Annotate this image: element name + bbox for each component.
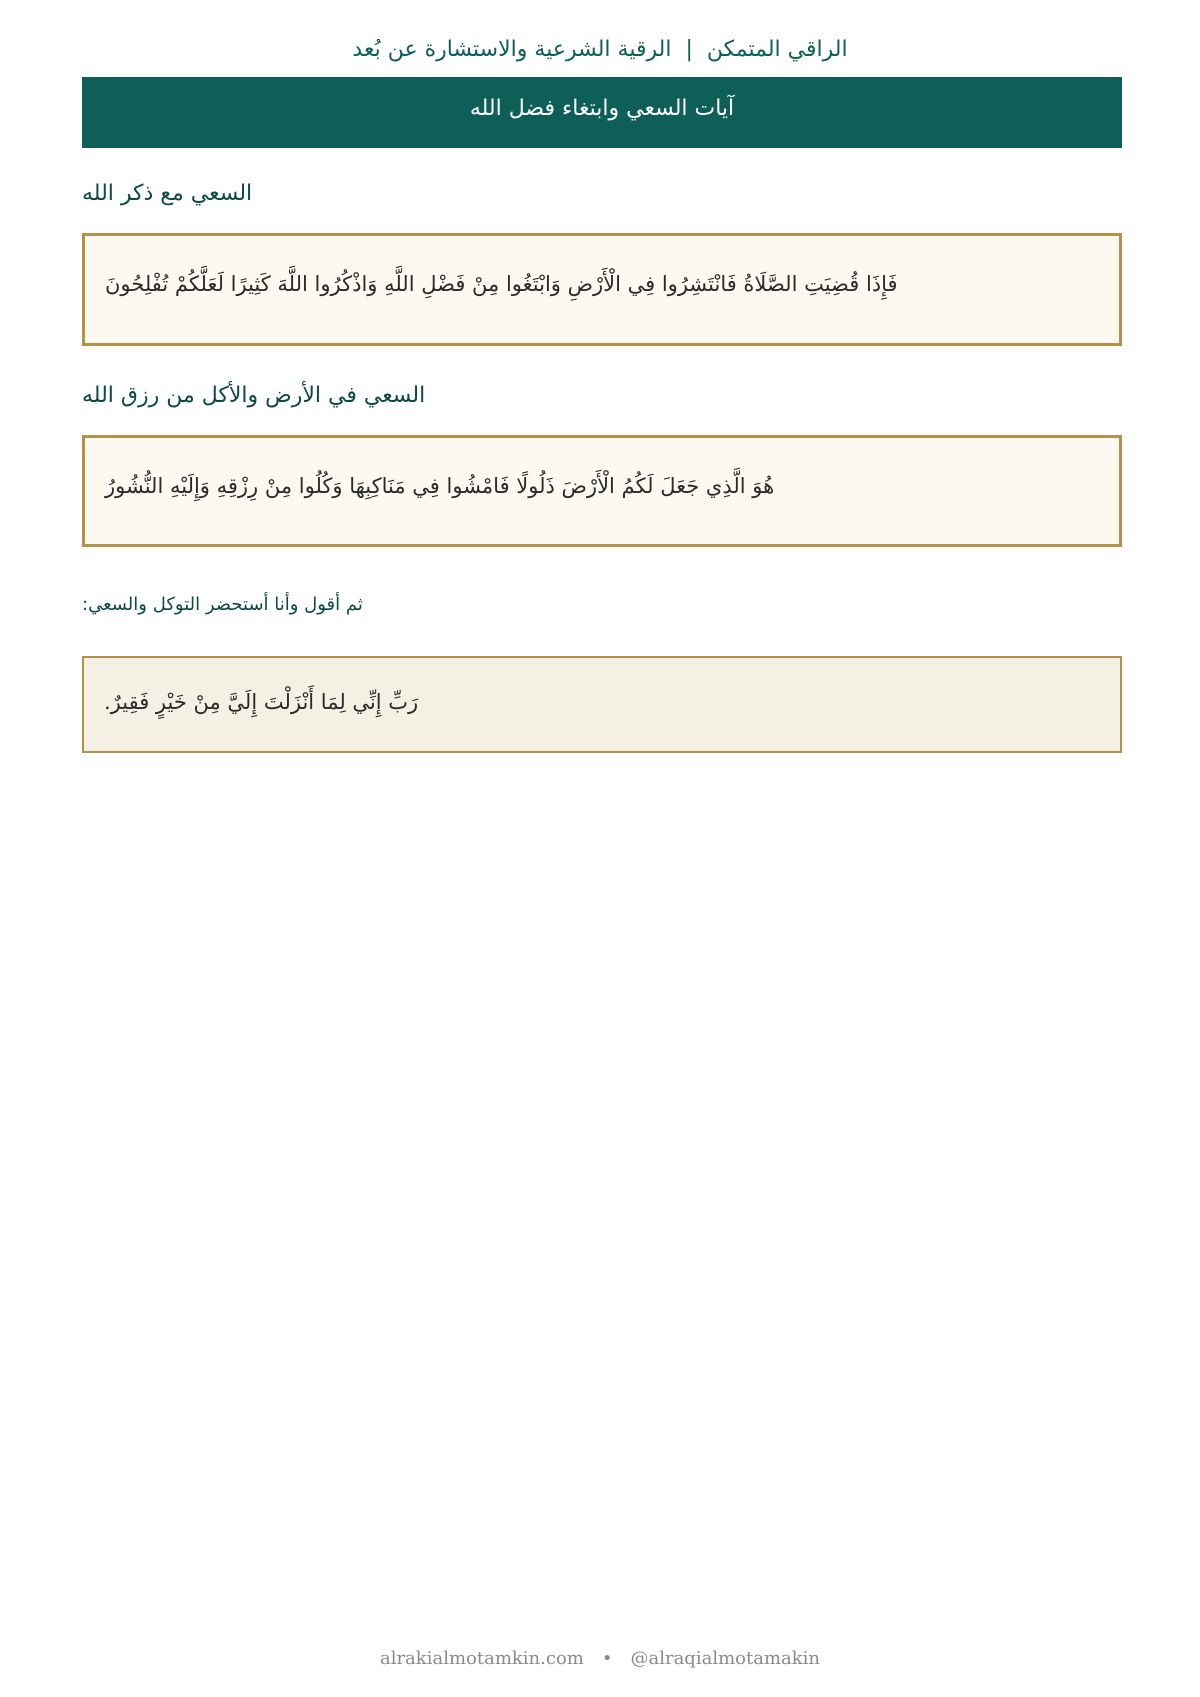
verse-text-2: هُوَ الَّذِي جَعَلَ لَكُمُ الْأَرْضَ ذَلُولًا فَامْشُوا فِي مَنَاكِبِهَا وَكُلُوا مِنْ رِزْقِهِ وَإِلَيْهِ النُّشُورُ bbox=[105, 474, 775, 498]
footer-dot: • bbox=[601, 1648, 613, 1669]
section-heading-1: السعي مع ذكر الله bbox=[82, 181, 253, 206]
footer-website[interactable]: alrakialmotamkin.com bbox=[379, 1648, 584, 1669]
verse-box-1 bbox=[82, 233, 1122, 346]
intro-line: ثم أقول وأنا أستحضر التوكل والسعي: bbox=[82, 594, 363, 615]
brand-name: الراقي المتمكن bbox=[706, 37, 848, 62]
title-banner bbox=[82, 77, 1122, 148]
verse-text-1: فَإِذَا قُضِيَتِ الصَّلَاةُ فَانْتَشِرُوا فِي الْأَرْضِ وَابْتَغُوا مِنْ فَضْلِ اللَّهِ وَاذْكُرُوا اللَّهَ كَثِيرًا لَعَلَّكُمْ تُفْلِحُونَ bbox=[105, 272, 898, 296]
dua-box bbox=[82, 656, 1122, 753]
page-header bbox=[0, 30, 1200, 70]
footer-handle[interactable]: @alraqialmotamakin bbox=[630, 1648, 821, 1669]
dua-text: رَبِّ إِنِّي لِمَا أَنْزَلْتَ إِلَيَّ مِنْ خَيْرٍ فَقِيرٌ. bbox=[104, 690, 419, 714]
verse-box-2 bbox=[82, 435, 1122, 547]
section-heading-2: السعي في الأرض والأكل من رزق الله bbox=[82, 383, 426, 408]
brand-tagline: الرقية الشرعية والاستشارة عن بُعد bbox=[352, 37, 672, 62]
header-separator: | bbox=[685, 37, 693, 62]
page-title: آيات السعي وابتغاء فضل الله bbox=[469, 96, 735, 121]
page-footer bbox=[0, 1644, 1200, 1674]
